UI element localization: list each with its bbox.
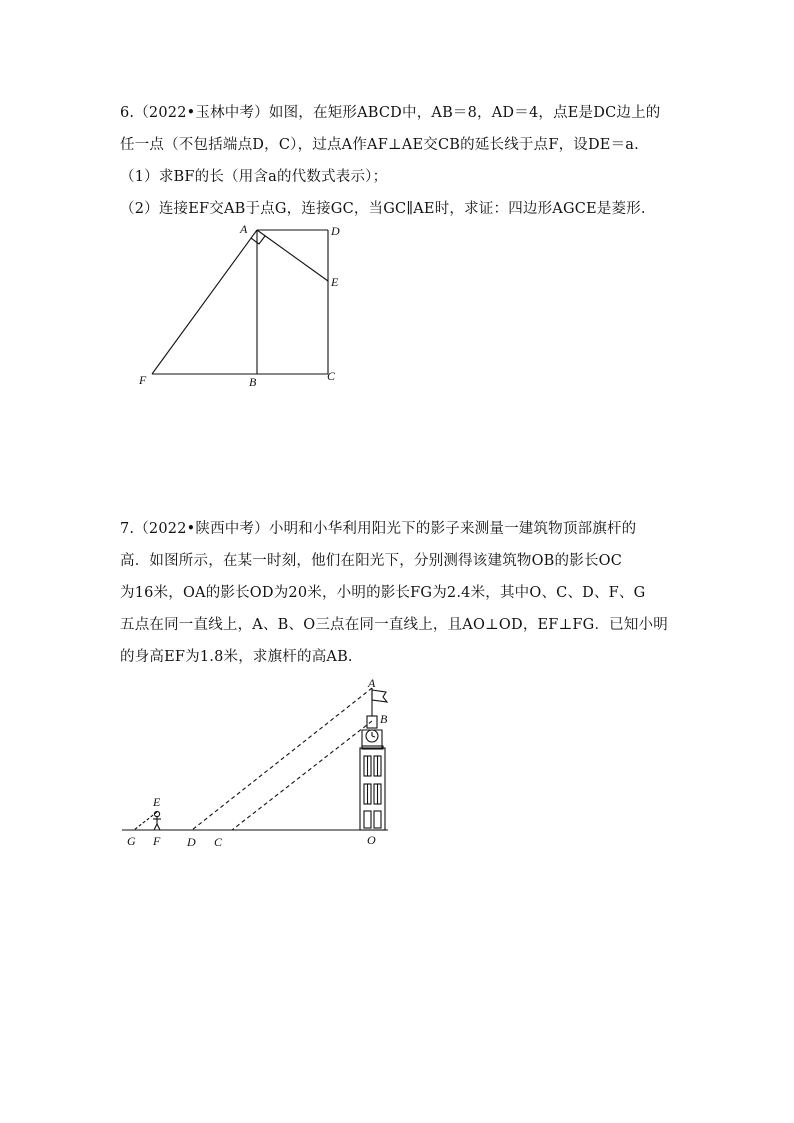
label-F: F [139, 373, 147, 387]
label-O: O [367, 833, 376, 847]
problem-7-line-1: 7.（2022•陕西中考）小明和小华利用阳光下的影子来测量一建筑物顶部旗杆的 [120, 521, 637, 537]
ray-AD [192, 688, 372, 830]
problem-6-line-1: 6.（2022•玉林中考）如图，在矩形ABCD中，AB＝8，AD＝4，点E是DC边上的 [120, 105, 661, 121]
label-E: E [153, 795, 161, 809]
ray-BC [232, 721, 372, 830]
problem-6-line-3: （1）求BF的长（用含a的代数式表示）； [120, 169, 388, 185]
tower-top [367, 716, 377, 728]
label-E: E [331, 275, 339, 289]
label-F: F [153, 834, 161, 848]
label-D: D [331, 224, 340, 238]
problem-6-line-2: 任一点（不包括端点D，C），过点A作AF⊥AE交CB的延长线于点F，设DE＝a. [120, 137, 639, 153]
problem-7-line-5: 的身高EF为1.8米，求旗杆的高AB. [120, 649, 353, 665]
label-G: G [127, 834, 136, 848]
label-B: B [380, 712, 388, 726]
problem-6-line-4: （2）连接EF交AB于点G，连接GC，当GC∥AE时，求证：四边形AGCE是菱形. [120, 201, 646, 217]
ray-EG [134, 812, 157, 830]
window [374, 811, 381, 828]
label-C: C [214, 835, 223, 849]
problem-7-line-4: 五点在同一直线上，A、B、O三点在同一直线上，且AO⊥OD，EF⊥FG．已知小明 [120, 617, 668, 633]
problem-7-line-3: 为16米，OA的影长OD为20米，小明的影长FG为2.4米，其中O、C、D、F、G [120, 585, 646, 601]
label-A: A [368, 676, 376, 690]
window [364, 811, 371, 828]
label-D: D [187, 835, 196, 849]
flag-icon [372, 690, 387, 702]
label-C: C [327, 369, 336, 383]
person-icon [153, 811, 161, 830]
problem-7-line-2: 高．如图所示，在某一时刻，他们在阳光下，分别测得该建筑物OB的影长OC [120, 553, 623, 569]
label-A: A [240, 222, 248, 236]
label-B: B [249, 375, 257, 389]
